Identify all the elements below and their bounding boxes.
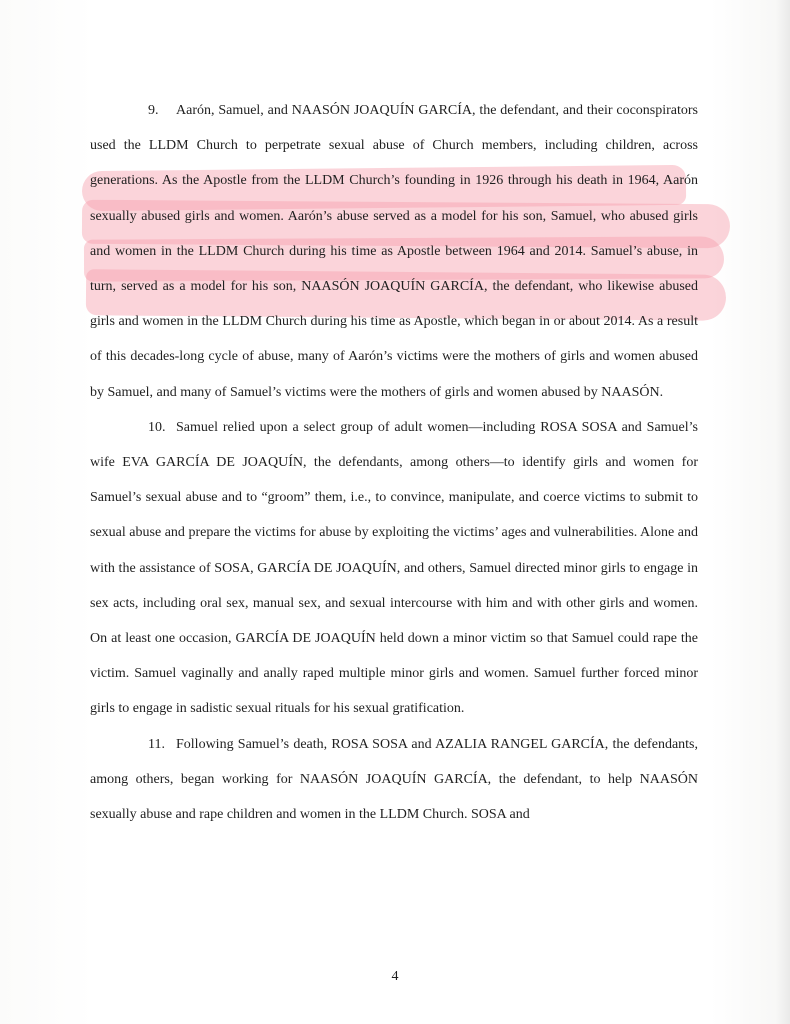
paragraph-9 bbox=[90, 93, 698, 410]
paragraph-text: Samuel relied upon a select group of adult women—including ROSA SOSA and Samuel’s wife EVA GARCÍA DE JOAQUÍN, the defendants, among others—to identify girls and women for Samuel’s sexual abuse and to “groom” them, i.e., to convince, manipulate, and coerce victims to submit to sexual abuse and prepare the victims for abuse by exploiting the victims’ ages and vulnerabilities. Alone and with the assistance of SOSA, GARCÍA DE JOAQUÍN, and others, Samuel directed minor girls to engage in sex acts, including oral sex, manual sex, and sexual intercourse with him and with other girls and women. On at least one occasion, GARCÍA DE JOAQUÍN held down a minor victim so that Samuel could rape the victim. Samuel vaginally and anally raped multiple minor girls and women. Samuel further forced minor girls to engage in sadistic sexual rituals for his sexual gratification. bbox=[90, 419, 698, 717]
paragraph-number: 11. bbox=[148, 736, 165, 752]
document-body bbox=[90, 93, 698, 832]
paragraph-number: 9. bbox=[148, 103, 159, 118]
paragraph-text: Aarón, Samuel, and NAASÓN JOAQUÍN GARCÍA, the defendant, and their coconspirators used the LLDM Church to perpetrate sexual abuse of Church members, including children, across generations. As the Apostle from the LLDM Church’s founding in 1926 through his death in 1964, Aarón sexually abused girls and women. Aarón’s abuse served as a model for his son, Samuel, who abused girls and women in the LLDM Church during his time as Apostle between 1964 and 2014. Samuel’s abuse, in turn, served as a model for his son, NAASÓN JOAQUÍN GARCÍA, the defendant, who likewise abused girls and women in the LLDM Church during his time as Apostle, which began in or about 2014. As a result of this decades-long cycle of abuse, many of Aarón’s victims were the mothers of girls and women abused by Samuel, and many of Samuel’s victims were the mothers of girls and women abused by NAASÓN. bbox=[90, 103, 698, 400]
page-edge-shadow bbox=[776, 0, 790, 1024]
page-number: 4 bbox=[391, 969, 399, 984]
paragraph-11 bbox=[90, 727, 698, 833]
paragraph-text: Following Samuel’s death, ROSA SOSA and AZALIA RANGEL GARCÍA, the defendants, among others, began working for NAASÓN JOAQUÍN GARCÍA, the defendant, to help NAASÓN sexually abuse and rape children and women in the LLDM Church. SOSA and bbox=[90, 736, 698, 823]
paragraph-10 bbox=[90, 410, 698, 727]
paragraph-number: 10. bbox=[148, 419, 166, 435]
